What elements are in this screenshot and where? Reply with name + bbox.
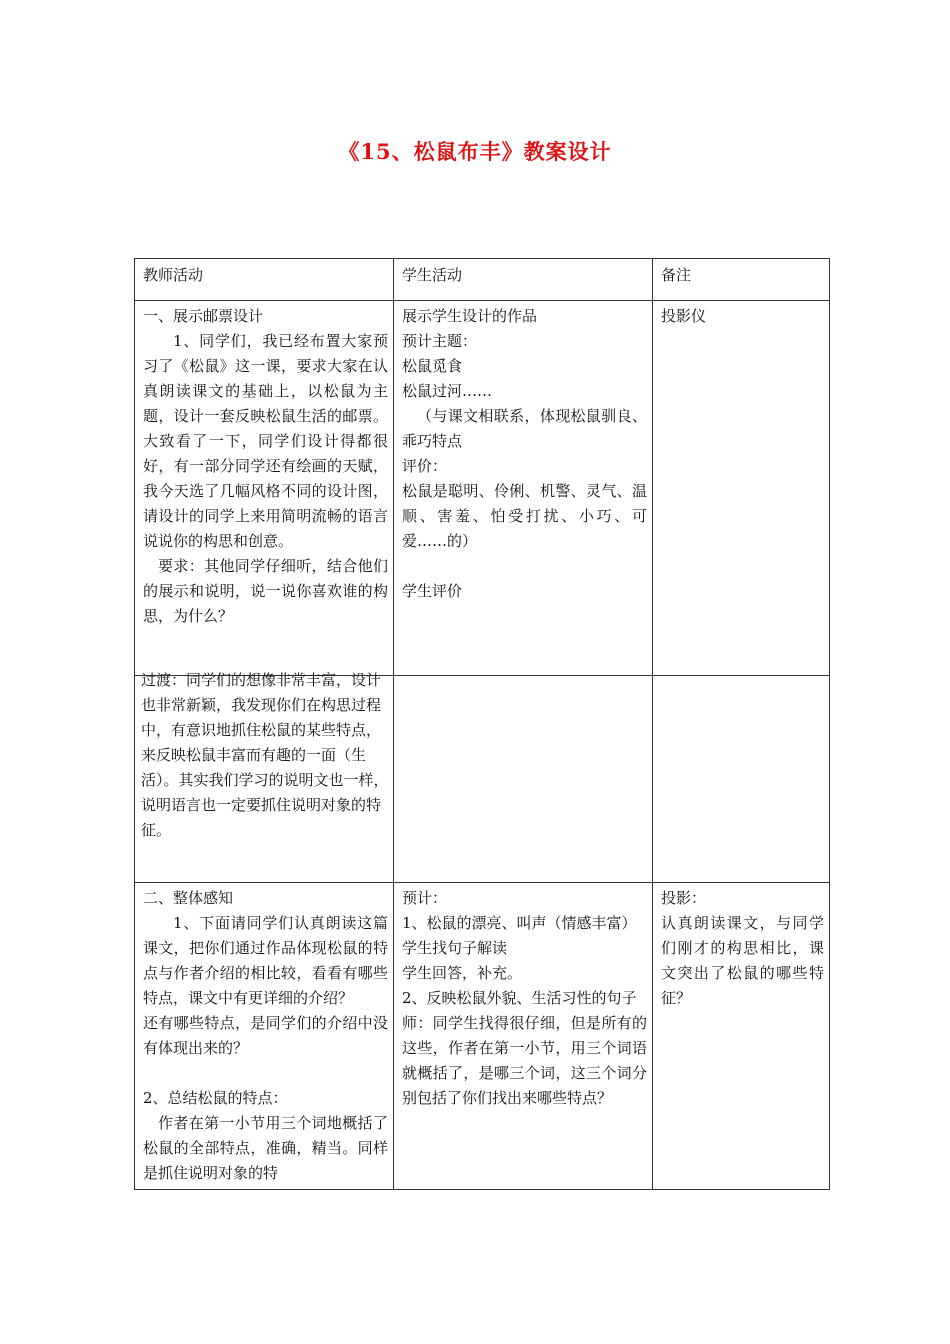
section-heading: 一、展示邮票设计	[143, 307, 264, 325]
teacher-cell-scanned	[135, 671, 394, 883]
section-heading: 2、总结松鼠的特点：	[143, 1089, 288, 1107]
header-notes: 备注	[653, 259, 830, 301]
document-title: 《15、松鼠布丰》教案设计	[338, 139, 612, 164]
line: 预计：	[402, 889, 448, 907]
line: 松鼠是聪明、伶俐、机警、灵气、温顺、害羞、怕受打扰、小巧、可爱……的）	[402, 482, 647, 550]
line: 2、反映松鼠外貌、生活习性的句子	[402, 989, 637, 1007]
table-row	[135, 883, 830, 1190]
student-cell	[394, 676, 653, 883]
line: 认真朗读课文，与同学们刚才的构思相比，课文突出了松鼠的哪些特征？	[661, 914, 824, 1007]
line: 1、松鼠的漂亮、叫声（情感丰富）	[402, 914, 637, 932]
line: 松鼠过河……	[402, 382, 493, 400]
line: 松鼠觅食	[402, 357, 463, 375]
line: 预计主题：	[402, 332, 478, 350]
line: 投影仪	[661, 307, 707, 325]
note-cell	[653, 301, 830, 676]
table-row	[135, 301, 830, 676]
teacher-cell	[135, 883, 394, 1190]
paragraph: 作者在第一小节用三个词地概括了松鼠的全部特点，准确，精当。同样是抓住说明对象的特	[143, 1114, 388, 1182]
line: （与课文相联系，体现松鼠驯良、乖巧特点	[402, 407, 647, 450]
line: 投影：	[661, 889, 707, 907]
note-cell	[653, 676, 830, 883]
table-header-row	[135, 259, 830, 301]
line: 评价：	[402, 457, 448, 475]
student-cell	[394, 883, 653, 1190]
table-row	[135, 676, 830, 883]
paragraph: 要求：其他同学仔细听，结合他们的展示和说明，说一说你喜欢谁的构思，为什么？	[143, 557, 388, 625]
header-teacher-activity: 教师活动	[135, 259, 394, 301]
teacher-cell	[135, 301, 394, 676]
line: 学生回答，补充。	[402, 964, 523, 982]
transition-paragraph: 过渡：同学们的想像非常丰富，设计也非常新颖，我发现你们在构思过程中，有意识地抓住松鼠的某些特点，来反映松鼠丰富而有趣的一面（生活）。其实我们学习的说明文也一样，说明语言也一定要抓住说明对象的特征。	[141, 671, 389, 839]
line: 师：同学生找得很仔细，但是所有的这些，作者在第一小节，用三个词语就概括了，是哪三个词，这三个词分别包括了你们找出来哪些特点？	[402, 1014, 647, 1107]
lesson-plan-table	[134, 258, 830, 1190]
note-cell	[653, 883, 830, 1190]
student-cell	[394, 301, 653, 676]
line: 学生找句子解读	[402, 939, 508, 957]
header-student-activity: 学生活动	[394, 259, 653, 301]
line: 展示学生设计的作品	[402, 307, 538, 325]
paragraph: 1、下面请同学们认真朗读这篇课文，把你们通过作品体现松鼠的特点与作者介绍的相比较，看看有哪些特点，课文中有更详细的介绍？	[143, 914, 388, 1007]
line: 学生评价	[402, 582, 463, 600]
paragraph: 还有哪些特点，是同学们的介绍中没有体现出来的？	[143, 1014, 388, 1057]
paragraph: 1、同学们，我已经布置大家预习了《松鼠》这一课，要求大家在认真朗读课文的基础上，以松鼠为主题，设计一套反映松鼠生活的邮票。大致看了一下，同学们设计得都很好，有一部分同学还有绘画的天赋，我今天选了几幅风格不同的设计图，请设计的同学上来用简明流畅的语言说说你的构思和创意。	[143, 332, 388, 550]
section-heading: 二、整体感知	[143, 889, 234, 907]
